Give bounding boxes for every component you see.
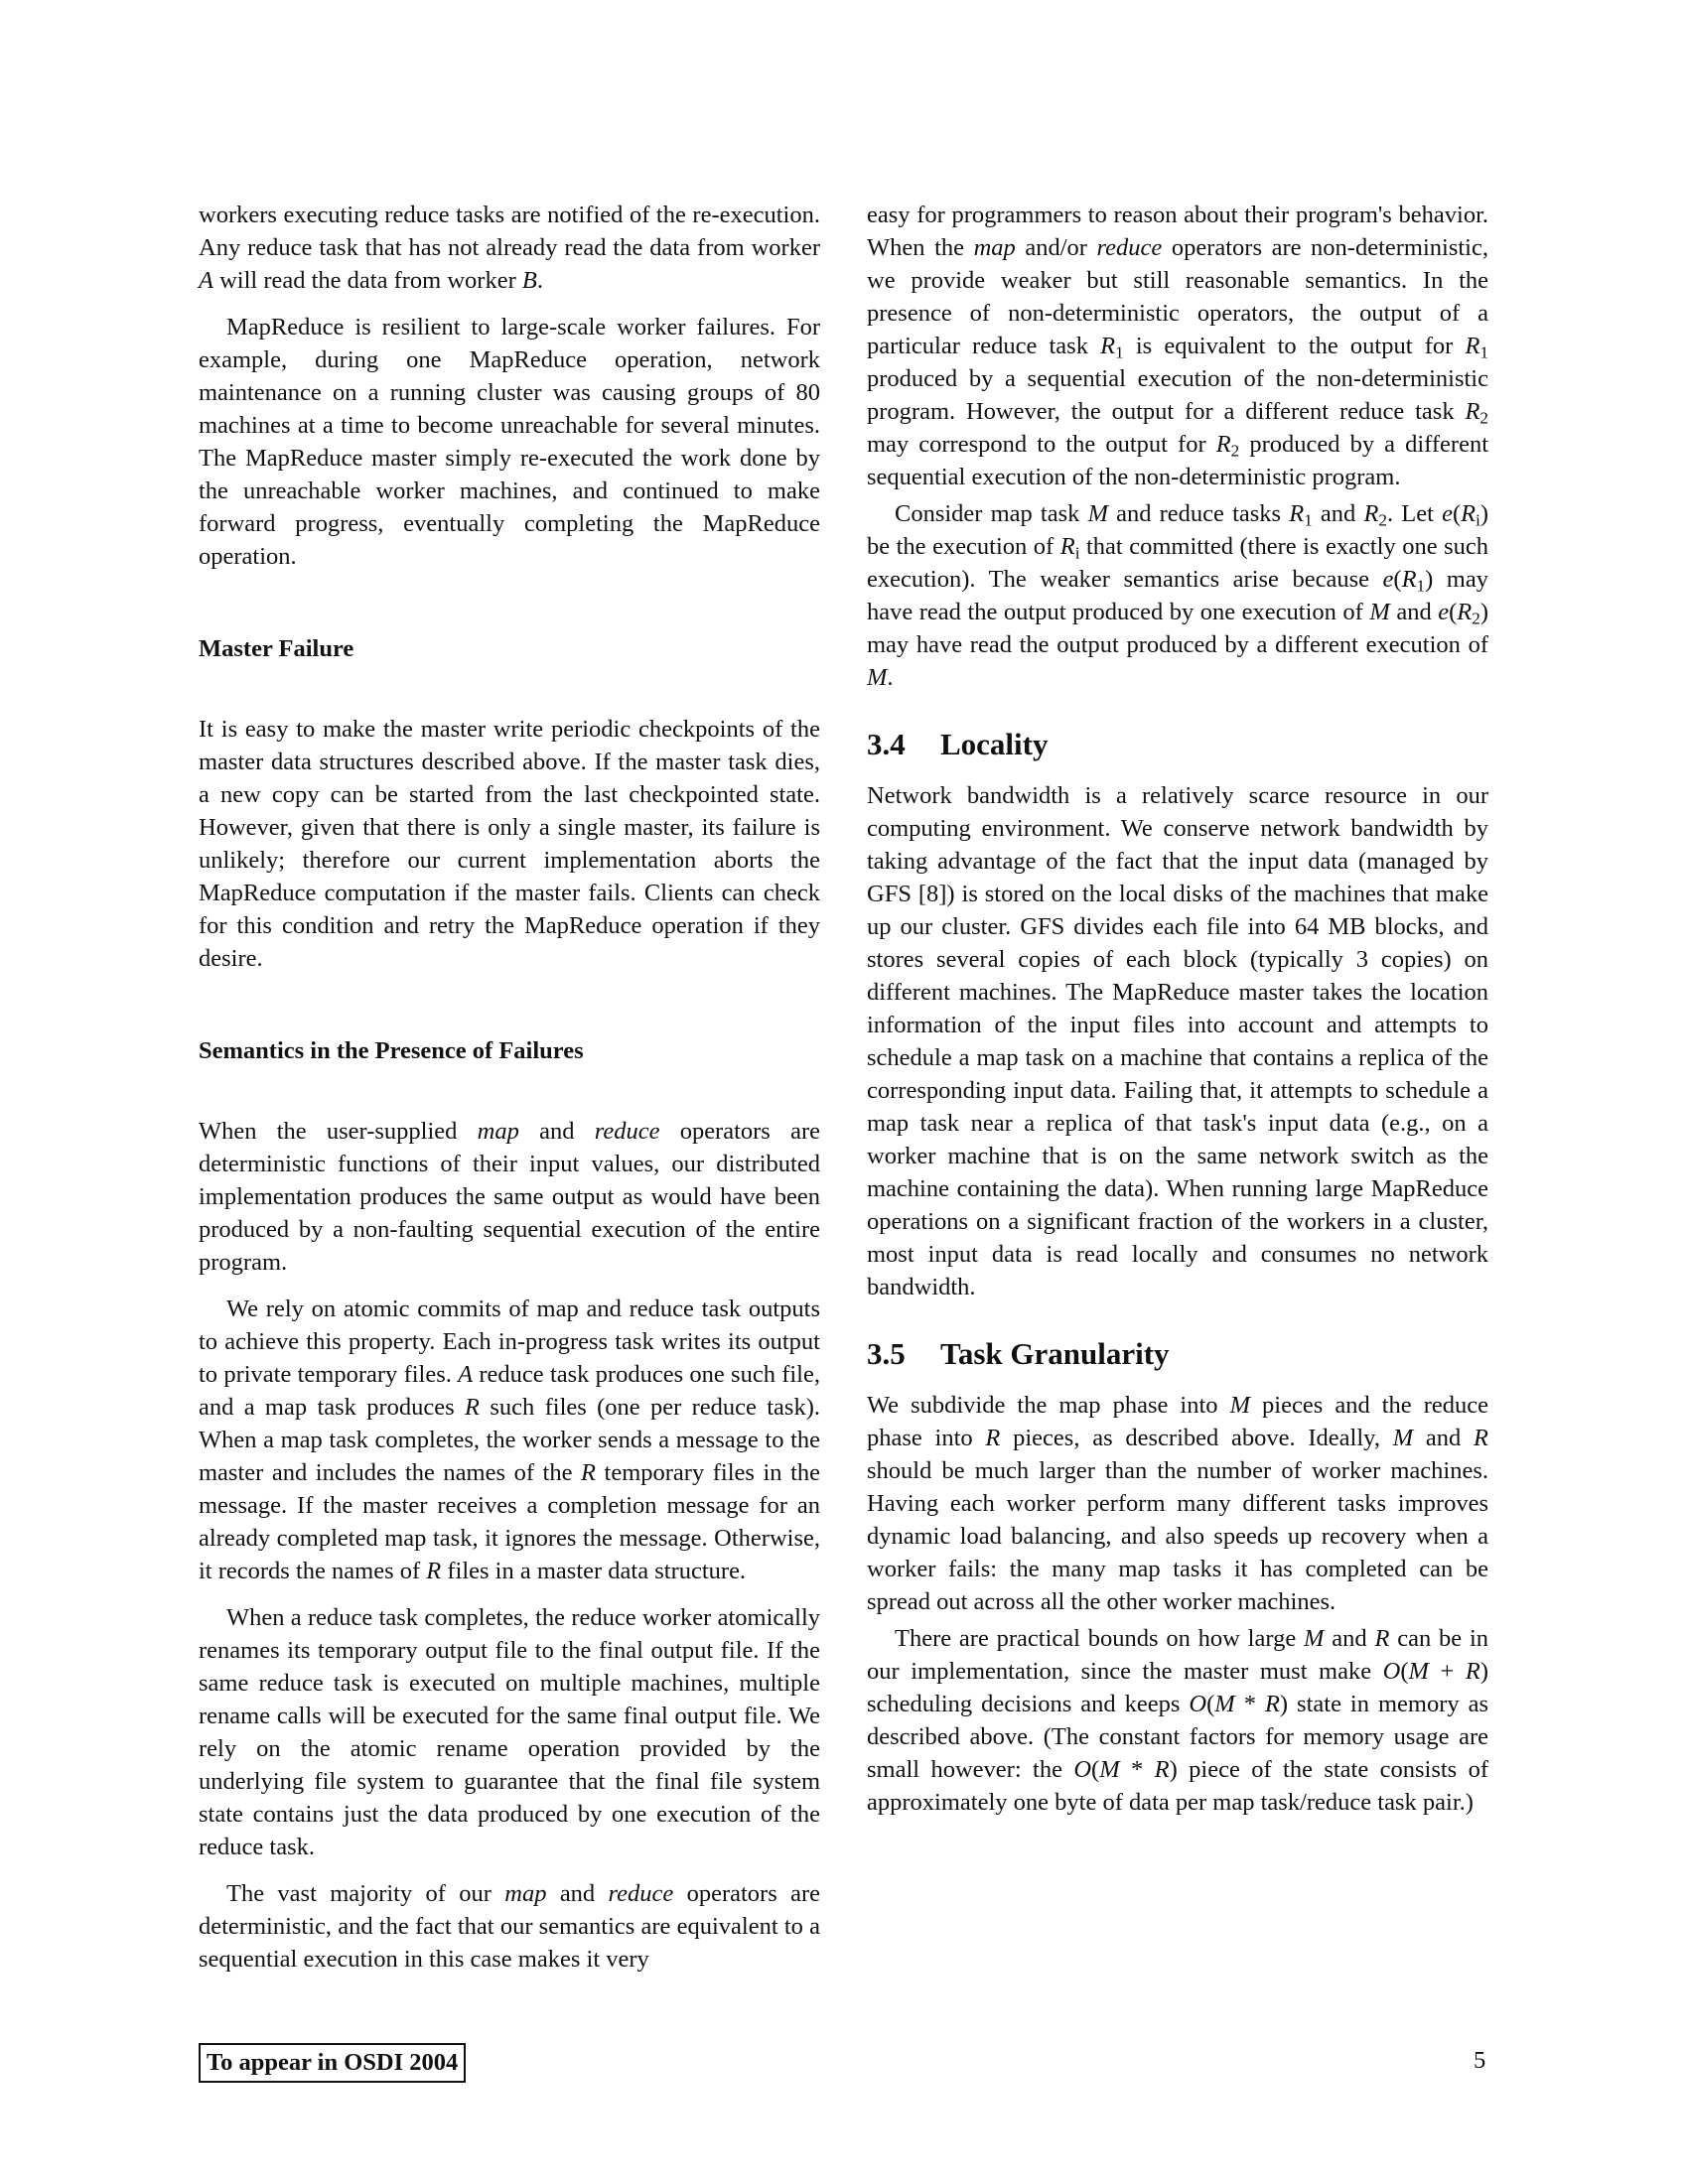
left-column <box>199 199 820 1976</box>
paragraph: MapReduce is resilient to large-scale worker failures. For example, during one MapReduce operation, network maintenance on a running cluster was causing groups of 80 machines at a time to become unreachable for several minutes. The MapReduce master simply re-executed the work done by the unreachable worker machines, and continued to make forward progress, eventually completing the MapReduce operation. <box>199 314 820 570</box>
paragraph: When the user-supplied map and reduce operators are deterministic functions of their input values, our distributed implementation produces the same output as would have been produced by a non-faulting sequential execution of the entire program. <box>199 1118 820 1276</box>
paragraph: It is easy to make the master write periodic checkpoints of the master data structures described above. If the master task dies, a new copy can be started from the last checkpointed state. However, given that there is only a single master, its failure is unlikely; therefore our current implementation aborts the MapReduce computation if the master fails. Clients can check for this condition and retry the MapReduce operation if they desire. <box>199 716 820 972</box>
subsection-heading-semantics: Semantics in the Presence of Failures <box>199 1037 584 1064</box>
paragraph: We rely on atomic commits of map and reduce task outputs to achieve this property. Each in-progress task writes its output to private temporary files. A reduce task produces one such file, and a map task produces R such files (one per reduce task). When a map task completes, the worker sends a message to the master and includes the names of the R temporary files in the message. If the master receives a completion message for an already completed map task, it ignores the message. Otherwise, it records the names of R files in a master data structure. <box>199 1296 820 1584</box>
page-number: 5 <box>1474 2047 1486 2074</box>
section-heading-locality <box>867 725 1488 764</box>
section-number: 3.5 <box>867 1336 906 1371</box>
section-title: Task Granularity <box>940 1336 1170 1371</box>
paragraph: The vast majority of our map and reduce operators are deterministic, and the fact that our semantics are equivalent to a sequential execution in this case makes it very <box>199 1880 820 1973</box>
paragraph: Consider map task M and reduce tasks $R_1$ and $R_2$. Let $e(R_i)$ be the execution of $R_i$ that committed (there is exactly one such execution). The weaker semantics arise because $e(R_1)$ may have read the output produced by one execution of M and $e(R_2)$ may have read the output produced by a different execution of M. <box>867 500 1489 691</box>
section-title: Locality <box>940 727 1049 761</box>
paragraph: We subdivide the map phase into M pieces and the reduce phase into R pieces, as described above. Ideally, M and R should be much larger than the number of worker machines. Having each worker perform many different tasks improves dynamic load balancing, and also speeds up recovery when a worker fails: the many map tasks it has completed can be spread out across all the other worker machines. <box>867 1392 1488 1615</box>
paragraph: easy for programmers to reason about their program's behavior. When the map and/or reduce operators are non-deterministic, we provide weaker but still reasonable semantics. In the presence of non-deterministic operators, the output of a particular reduce task $R_1$ is equivalent to the output for $R_1$ produced by a sequential execution of the non-deterministic program. However, the output for a different reduce task $R_2$ may correspond to the output for $R_2$ produced by a different sequential execution of the non-deterministic program. <box>867 202 1489 490</box>
subsection-heading-master-failure: Master Failure <box>199 635 354 662</box>
paragraph: workers executing reduce tasks are notified of the re-execution. Any reduce task that has not already read the data from worker A will read the data from worker B. <box>199 202 820 294</box>
paragraph: There are practical bounds on how large M and R can be in our implementation, since the master must make O(M + R) scheduling decisions and keeps O(M * R) state in memory as described above. (The constant factors for memory usage are small however: the O(M * R) piece of the state consists of approximately one byte of data per map task/reduce task pair.) <box>867 1625 1489 1816</box>
right-column <box>867 199 1488 1819</box>
paragraph: When a reduce task completes, the reduce worker atomically renames its temporary output file to the final output file. If the same reduce task is executed on multiple machines, multiple rename calls will be executed for the same final output file. We rely on the atomic rename operation provided by the underlying file system to guarantee that the final file system state contains just the data produced by one execution of the reduce task. <box>199 1604 820 1860</box>
section-number: 3.4 <box>867 727 906 761</box>
section-heading-task-granularity <box>867 1334 1488 1374</box>
paragraph: Network bandwidth is a relatively scarce resource in our computing environment. We conserve network bandwidth by taking advantage of the fact that the input data (managed by GFS [8]) is stored on the local disks of the machines that make up our cluster. GFS divides each file into 64 MB blocks, and stores several copies of each block (typically 3 copies) on different machines. The MapReduce master takes the location information of the input files into account and attempts to schedule a map task on a machine that contains a replica of the corresponding input data. Failing that, it attempts to schedule a map task near a replica of that task's input data (e.g., on a worker machine that is on the same network switch as the machine containing the data). When running large MapReduce operations on a significant fraction of the workers in a cluster, most input data is read locally and consumes no network bandwidth. <box>867 782 1488 1300</box>
venue-box: To appear in OSDI 2004 <box>199 2043 466 2083</box>
